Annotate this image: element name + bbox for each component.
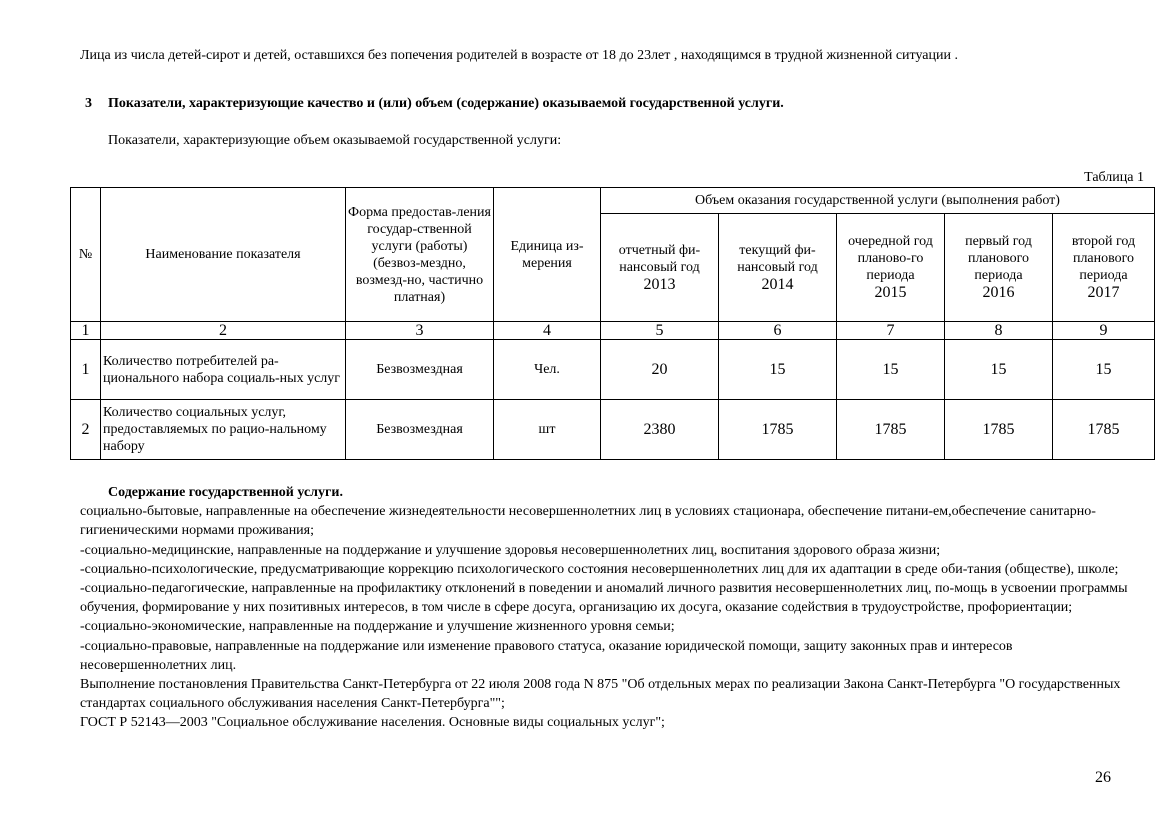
header-period xyxy=(719,214,837,322)
table-row xyxy=(71,400,1155,460)
period-year: 2015 xyxy=(874,284,907,301)
content-paragraph: -социально-правовые, направленные на поддержание или изменение правового статуса, оказание юридической помощи, защиту законных прав и интересов несовершеннолетних лиц. xyxy=(80,638,1013,673)
period-label: текущий фи-нансовый год xyxy=(737,242,818,275)
period-label: первый год планового периода xyxy=(965,234,1032,283)
header-volume: Объем оказания государственной услуги (выполнения работ) xyxy=(601,188,1155,214)
row-value: 20 xyxy=(601,340,719,400)
intro-text: Лица из числа детей-сирот и детей, оставшихся без попечения родителей в возрасте от 18 до 23лет , находящимся в трудной жизненной ситуации . xyxy=(80,48,958,63)
row-form: Безвозмездная xyxy=(346,400,494,460)
column-number: 8 xyxy=(945,322,1053,340)
column-number: 7 xyxy=(837,322,945,340)
row-num: 2 xyxy=(71,400,101,460)
column-number: 9 xyxy=(1053,322,1155,340)
period-year: 2014 xyxy=(761,275,794,293)
period-year: 2016 xyxy=(982,284,1015,301)
period-year: 2013 xyxy=(643,275,676,293)
content-paragraph: -социально-медицинские, направленные на поддержание и улучшение здоровья несовершеннолетних лиц, воспитания здорового образа жизни; xyxy=(80,542,941,558)
header-period xyxy=(1053,214,1155,322)
row-name: Количество потребителей ра-ционального набора социаль-ных услуг xyxy=(101,340,346,400)
row-value: 15 xyxy=(837,340,945,400)
row-unit: Чел. xyxy=(494,340,601,400)
service-content xyxy=(80,483,1140,733)
row-form: Безвозмездная xyxy=(346,340,494,400)
row-value: 1785 xyxy=(1053,400,1155,460)
indicators-table xyxy=(70,187,1155,460)
column-number: 5 xyxy=(601,322,719,340)
header-period xyxy=(601,214,719,322)
section-title: Показатели, характеризующие качество и (или) объем (содержание) оказываемой государственной услуги. xyxy=(108,96,784,111)
content-paragraph: ГОСТ Р 52143—2003 "Социальное обслуживание населения. Основные виды социальных услуг"; xyxy=(80,715,665,731)
column-number: 1 xyxy=(71,322,101,340)
row-value: 15 xyxy=(945,340,1053,400)
period-year: 2017 xyxy=(1087,284,1120,301)
header-name: Наименование показателя xyxy=(101,188,346,322)
period-label: отчетный фи-нансовый год xyxy=(618,242,701,275)
row-num: 1 xyxy=(71,340,101,400)
header-form: Форма предостав-ления государ-ственной услуги (работы) (безвоз-мездно, возмезд-но, частично платная) xyxy=(346,188,494,322)
row-value: 1785 xyxy=(719,400,837,460)
content-paragraph: социально-бытовые, направленные на обеспечение жизнедеятельности несовершеннолетних лиц в условиях стационара, обеспечение питани-ем,обеспечение санитарно-гигиеническими нормами проживания; xyxy=(80,504,1096,539)
row-value: 15 xyxy=(1053,340,1155,400)
content-title: Содержание государственной услуги. xyxy=(108,485,343,500)
row-value: 2380 xyxy=(601,400,719,460)
column-number: 3 xyxy=(346,322,494,340)
table-row xyxy=(71,340,1155,400)
column-number: 2 xyxy=(101,322,346,340)
section-subheading: Показатели, характеризующие объем оказываемой государственной услуги: xyxy=(108,133,562,148)
content-paragraph: Выполнение постановления Правительства Санкт-Петербурга от 22 июля 2008 года N 875 "Об отдельных мерах по реализации Закона Санкт-Петербурга "О государственных стандартах социального обслуживания населения Санкт-Петербурга""; xyxy=(80,677,1121,712)
header-unit: Единица из-мерения xyxy=(494,188,601,322)
period-label: второй год планового периода xyxy=(1071,234,1136,283)
content-paragraph: -социально-экономические, направленные на поддержание и улучшение жизненного уровня семьи; xyxy=(80,619,675,635)
period-label: очередной год планово-го периода xyxy=(848,234,933,283)
header-period xyxy=(837,214,945,322)
header-period xyxy=(945,214,1053,322)
content-paragraph: -социально-педагогические, направленные на профилактику отклонений в поведении и аномалий личного развития несовершеннолетних лиц, по-мощь в усвоении программы обучения, формирование у них позитивных интересов, в том числе в сфере досуга, организацию их досуга, оказание содействия в трудоустройстве, профориентации; xyxy=(80,581,1128,616)
column-number-row xyxy=(71,322,1155,340)
section-number: 3 xyxy=(85,96,92,111)
column-number: 4 xyxy=(494,322,601,340)
column-number: 6 xyxy=(719,322,837,340)
content-paragraph: -социально-психологические, предусматривающие коррекцию психологического состояния несовершеннолетних лиц для их адаптации в среде оби-тания (обществе), школе; xyxy=(80,561,1119,577)
row-unit: шт xyxy=(494,400,601,460)
row-value: 1785 xyxy=(837,400,945,460)
table-caption: Таблица 1 xyxy=(1084,170,1144,185)
row-value: 15 xyxy=(719,340,837,400)
row-value: 1785 xyxy=(945,400,1053,460)
row-name: Количество социальных услуг, предоставляемых по рацио-нальному набору xyxy=(101,400,346,460)
header-num: № xyxy=(71,188,101,322)
page-number: 26 xyxy=(1095,769,1111,786)
